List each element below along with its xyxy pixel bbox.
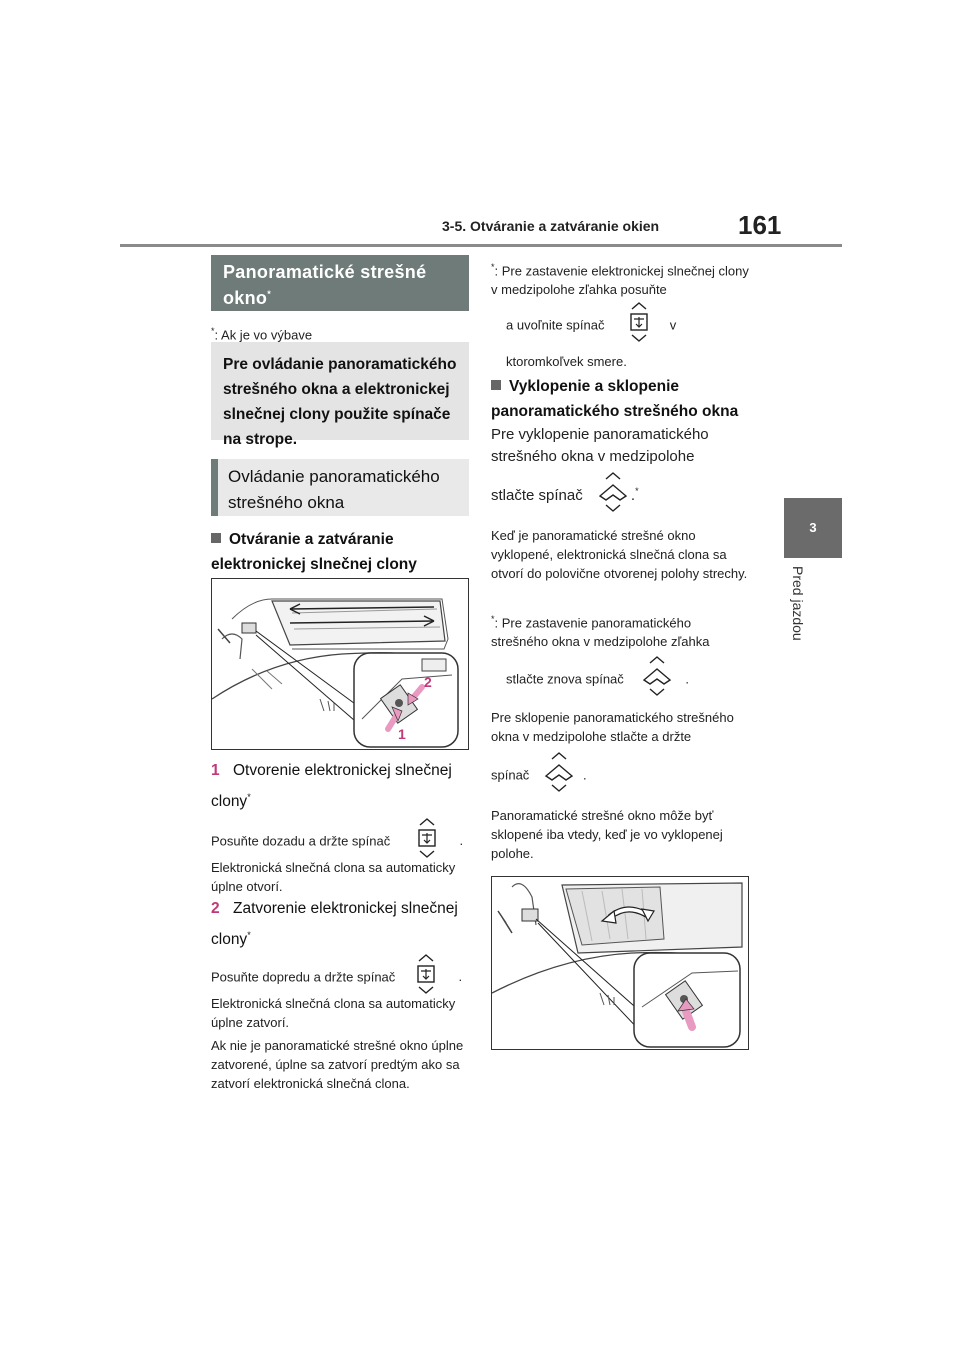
section-heading-sunshade: Otváranie a zatváranie elektronickej slnečnej clony [211,531,417,573]
figure-label-1: 1 [398,726,406,742]
step-1: 1 Otvorenie elektronickej slnečnej clony* [211,762,452,811]
note-1-a: *: Pre zastavenie elektronickej slnečnej clony v medzipolohe zľahka posuňte [491,262,749,298]
info-box: Pre ovládanie panoramatického strešného okna a elektronickej slnečnej clony použite spínače na strope. [211,342,469,440]
tilt-intro: Pre vyklopenie panoramatického strešného okna v medzipolohe [491,426,709,465]
chapter-tab: 3 [784,498,842,558]
chapter-label: Pred jazdou [790,566,806,641]
page-number: 161 [738,210,782,240]
note-2-b: stlačte znova spínač . [506,656,756,704]
step-1-instruction: Posuňte dozadu a držte spínač . [211,818,473,866]
tilt-press: stlačte spínač .* [491,472,753,520]
note-2-a: *: Pre zastavenie panoramatického strešného okna v medzipolohe zľahka [491,614,710,650]
tilt-switch-icon [639,656,675,704]
final-note: Panoramatické strešné okno môže byť sklopené iba vtedy, keď je vo vyklopenej polohe. [491,808,723,861]
step-2-description: Elektronická slnečná clona sa automaticky úplne zatvorí. [211,996,456,1030]
subtitle-box: Ovládanie panoramatického strešného okna [211,459,469,516]
figure-tilt-switch [491,876,749,1050]
section-title: 3-5. Otváranie a zatváranie okien [442,218,660,234]
tilt-illustration [492,877,747,1048]
sunshade-illustration [212,579,467,748]
section-heading-tilt: Vyklopenie a sklopenie panoramatického strešného okna [491,378,739,420]
tilt-description: Keď je panoramatické strešné okno vyklopené, elektronická slnečná clona sa otvorí do polovične otvorenej polohy strechy. [491,528,748,581]
figure-sunshade-switch [211,578,469,750]
tilt-switch-icon [541,752,577,800]
step-2-note: Ak nie je panoramatické strešné okno úplne zatvorené, úplne sa zatvorí predtým ako sa zatvorí elektronická slnečná clona. [211,1038,464,1091]
step-1-description: Elektronická slnečná clona sa automaticky úplne otvorí. [211,860,456,894]
figure-label-2: 2 [424,674,432,690]
tilt-switch-icon [595,472,631,520]
bullet-square [491,380,501,390]
footnote: *: Ak je vo výbave [211,326,313,343]
close-intro: Pre sklopenie panoramatického strešného okna v medzipolohe stlačte a držte [491,710,734,744]
title-box: Panoramatické strešné okno* [211,255,469,311]
sunshade-switch-icon [622,302,656,350]
step-2-instruction: Posuňte dopredu a držte spínač . [211,954,473,1002]
close-press: spínač . [491,752,753,800]
header-divider [120,244,842,247]
bullet-square [211,533,221,543]
note-1-b: a uvoľnite spínač v ktoromkoľvek smere. [506,302,756,374]
step-2: 2 Zatvorenie elektronickej slnečnej clony* [211,900,458,949]
